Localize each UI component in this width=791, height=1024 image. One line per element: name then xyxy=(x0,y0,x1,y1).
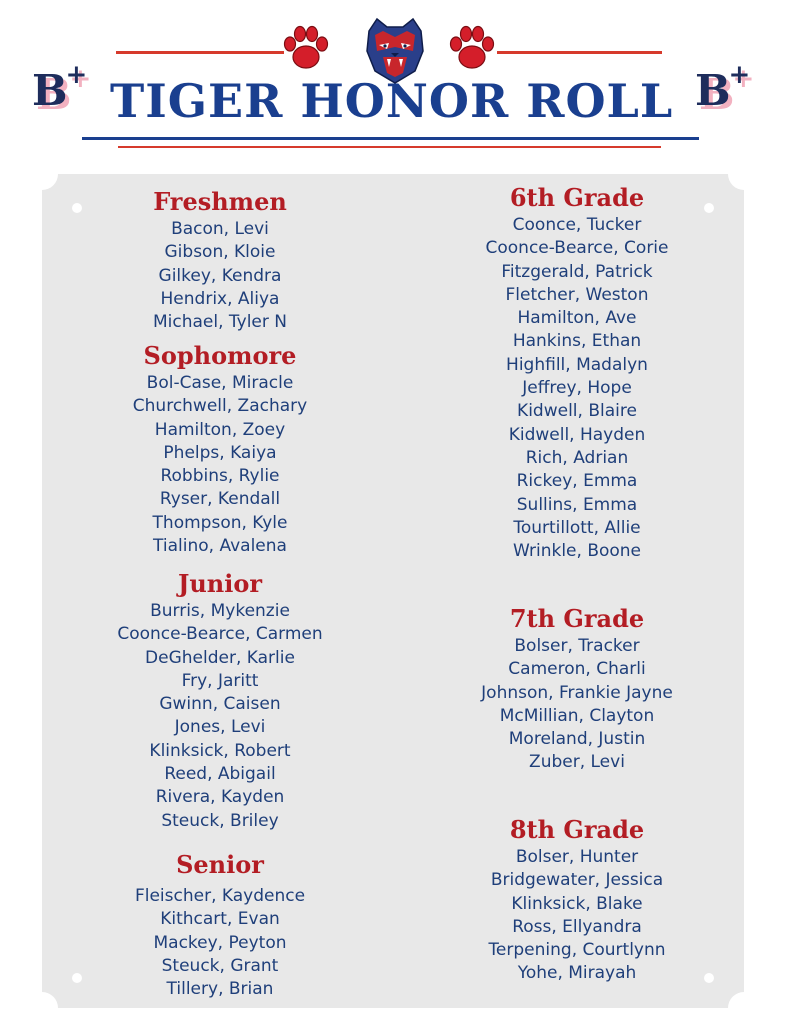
student-name: Bridgewater, Jessica xyxy=(490,870,664,891)
student-name: Zuber, Levi xyxy=(529,752,625,773)
student-name: Highfill, Madalyn xyxy=(506,354,648,375)
student-name: Reed, Abigail xyxy=(164,764,276,785)
name-list xyxy=(90,600,350,833)
student-name: Ross, Ellyandra xyxy=(512,916,642,937)
grade-badge-left-plus: + xyxy=(65,60,86,90)
grade-badge-left-letter: B xyxy=(32,66,66,115)
student-name: Coonce-Bearce, Corie xyxy=(485,238,669,259)
student-name: Mackey, Peyton xyxy=(153,932,287,953)
section-6th-grade xyxy=(447,182,707,563)
section-heading: Junior xyxy=(177,569,263,598)
student-name: Terpening, Courtlynn xyxy=(488,940,666,961)
student-name: Fry, Jaritt xyxy=(181,670,259,691)
student-name: DeGhelder, Karlie xyxy=(145,647,295,668)
panel-rivet xyxy=(72,973,82,983)
student-name: Hankins, Ethan xyxy=(512,331,642,352)
student-name: Michael, Tyler N xyxy=(152,312,287,333)
student-name: Klinksick, Blake xyxy=(511,893,643,914)
student-name: Wrinkle, Boone xyxy=(512,541,642,562)
student-name: Thompson, Kyle xyxy=(152,512,288,533)
student-name: Kidwell, Hayden xyxy=(508,424,646,445)
section-heading: Senior xyxy=(176,850,264,879)
student-name: Gibson, Kloie xyxy=(164,242,276,263)
student-name: Johnson, Frankie Jayne xyxy=(481,682,673,703)
section-heading: Sophomore xyxy=(143,341,297,370)
student-name: Tillery, Brian xyxy=(166,979,274,1000)
student-name: Gwinn, Caisen xyxy=(159,694,281,715)
student-name: Rickey, Emma xyxy=(516,471,638,492)
student-name: Steuck, Grant xyxy=(161,955,279,976)
student-name: Phelps, Kaiya xyxy=(163,442,277,463)
section-8th-grade xyxy=(447,814,707,986)
name-list xyxy=(90,372,350,558)
section-sophomore xyxy=(90,340,350,558)
student-name: Kithcart, Evan xyxy=(160,909,280,930)
student-name: Bolser, Hunter xyxy=(515,847,639,867)
name-list xyxy=(447,846,707,986)
student-name: Tialino, Avalena xyxy=(153,536,287,557)
student-name: Fleischer, Kaydence xyxy=(134,886,306,906)
student-name: Hendrix, Aliya xyxy=(160,288,280,309)
section-junior xyxy=(90,568,350,833)
student-name: Cameron, Charli xyxy=(508,659,646,680)
name-list xyxy=(90,218,350,334)
student-name: Coonce, Tucker xyxy=(512,215,642,235)
student-name: Burris, Mykenzie xyxy=(150,601,290,621)
student-name: Fletcher, Weston xyxy=(505,284,649,305)
student-name: Gilkey, Kendra xyxy=(158,265,282,286)
student-name: Steuck, Briley xyxy=(161,810,279,831)
name-list xyxy=(447,635,707,775)
student-name: Fitzgerald, Patrick xyxy=(501,261,653,282)
grade-badge-right-letter: B xyxy=(695,66,729,115)
student-name: Kidwell, Blaire xyxy=(517,401,637,422)
student-name: Tourtillott, Allie xyxy=(513,517,641,538)
panel-rivet xyxy=(72,203,82,213)
section-heading: 7th Grade xyxy=(509,604,645,633)
grade-badge-right-plus: + xyxy=(728,60,749,90)
section-7th-grade xyxy=(447,603,707,775)
student-name: Bolser, Tracker xyxy=(514,636,640,656)
section-heading: 8th Grade xyxy=(509,815,645,844)
section-senior xyxy=(90,849,350,1001)
student-name: Jeffrey, Hope xyxy=(522,378,632,399)
student-name: Jones, Levi xyxy=(174,717,266,738)
page-title: TIGER HONOR ROLL xyxy=(110,74,674,128)
section-heading: 6th Grade xyxy=(509,183,645,212)
student-name: McMillian, Clayton xyxy=(499,705,655,726)
student-name: Coonce-Bearce, Carmen xyxy=(117,624,323,645)
student-name: Ryser, Kendall xyxy=(159,489,281,510)
student-name: Hamilton, Ave xyxy=(517,308,637,329)
student-name: Klinksick, Robert xyxy=(149,740,291,761)
section-heading: Freshmen xyxy=(153,187,287,216)
student-name: Moreland, Justin xyxy=(508,729,646,750)
student-name: Robbins, Rylie xyxy=(160,466,280,487)
student-name: Yohe, Mirayah xyxy=(517,963,637,984)
student-name: Rivera, Kayden xyxy=(155,787,285,808)
section-freshmen xyxy=(90,186,350,334)
student-name: Rich, Adrian xyxy=(525,447,629,468)
student-name: Bacon, Levi xyxy=(171,219,269,239)
student-name: Hamilton, Zoey xyxy=(154,419,286,440)
student-name: Bol-Case, Miracle xyxy=(146,373,294,393)
name-list xyxy=(90,885,350,1001)
student-name: Sullins, Emma xyxy=(516,494,638,515)
name-list xyxy=(447,214,707,563)
student-name: Churchwell, Zachary xyxy=(132,396,308,417)
